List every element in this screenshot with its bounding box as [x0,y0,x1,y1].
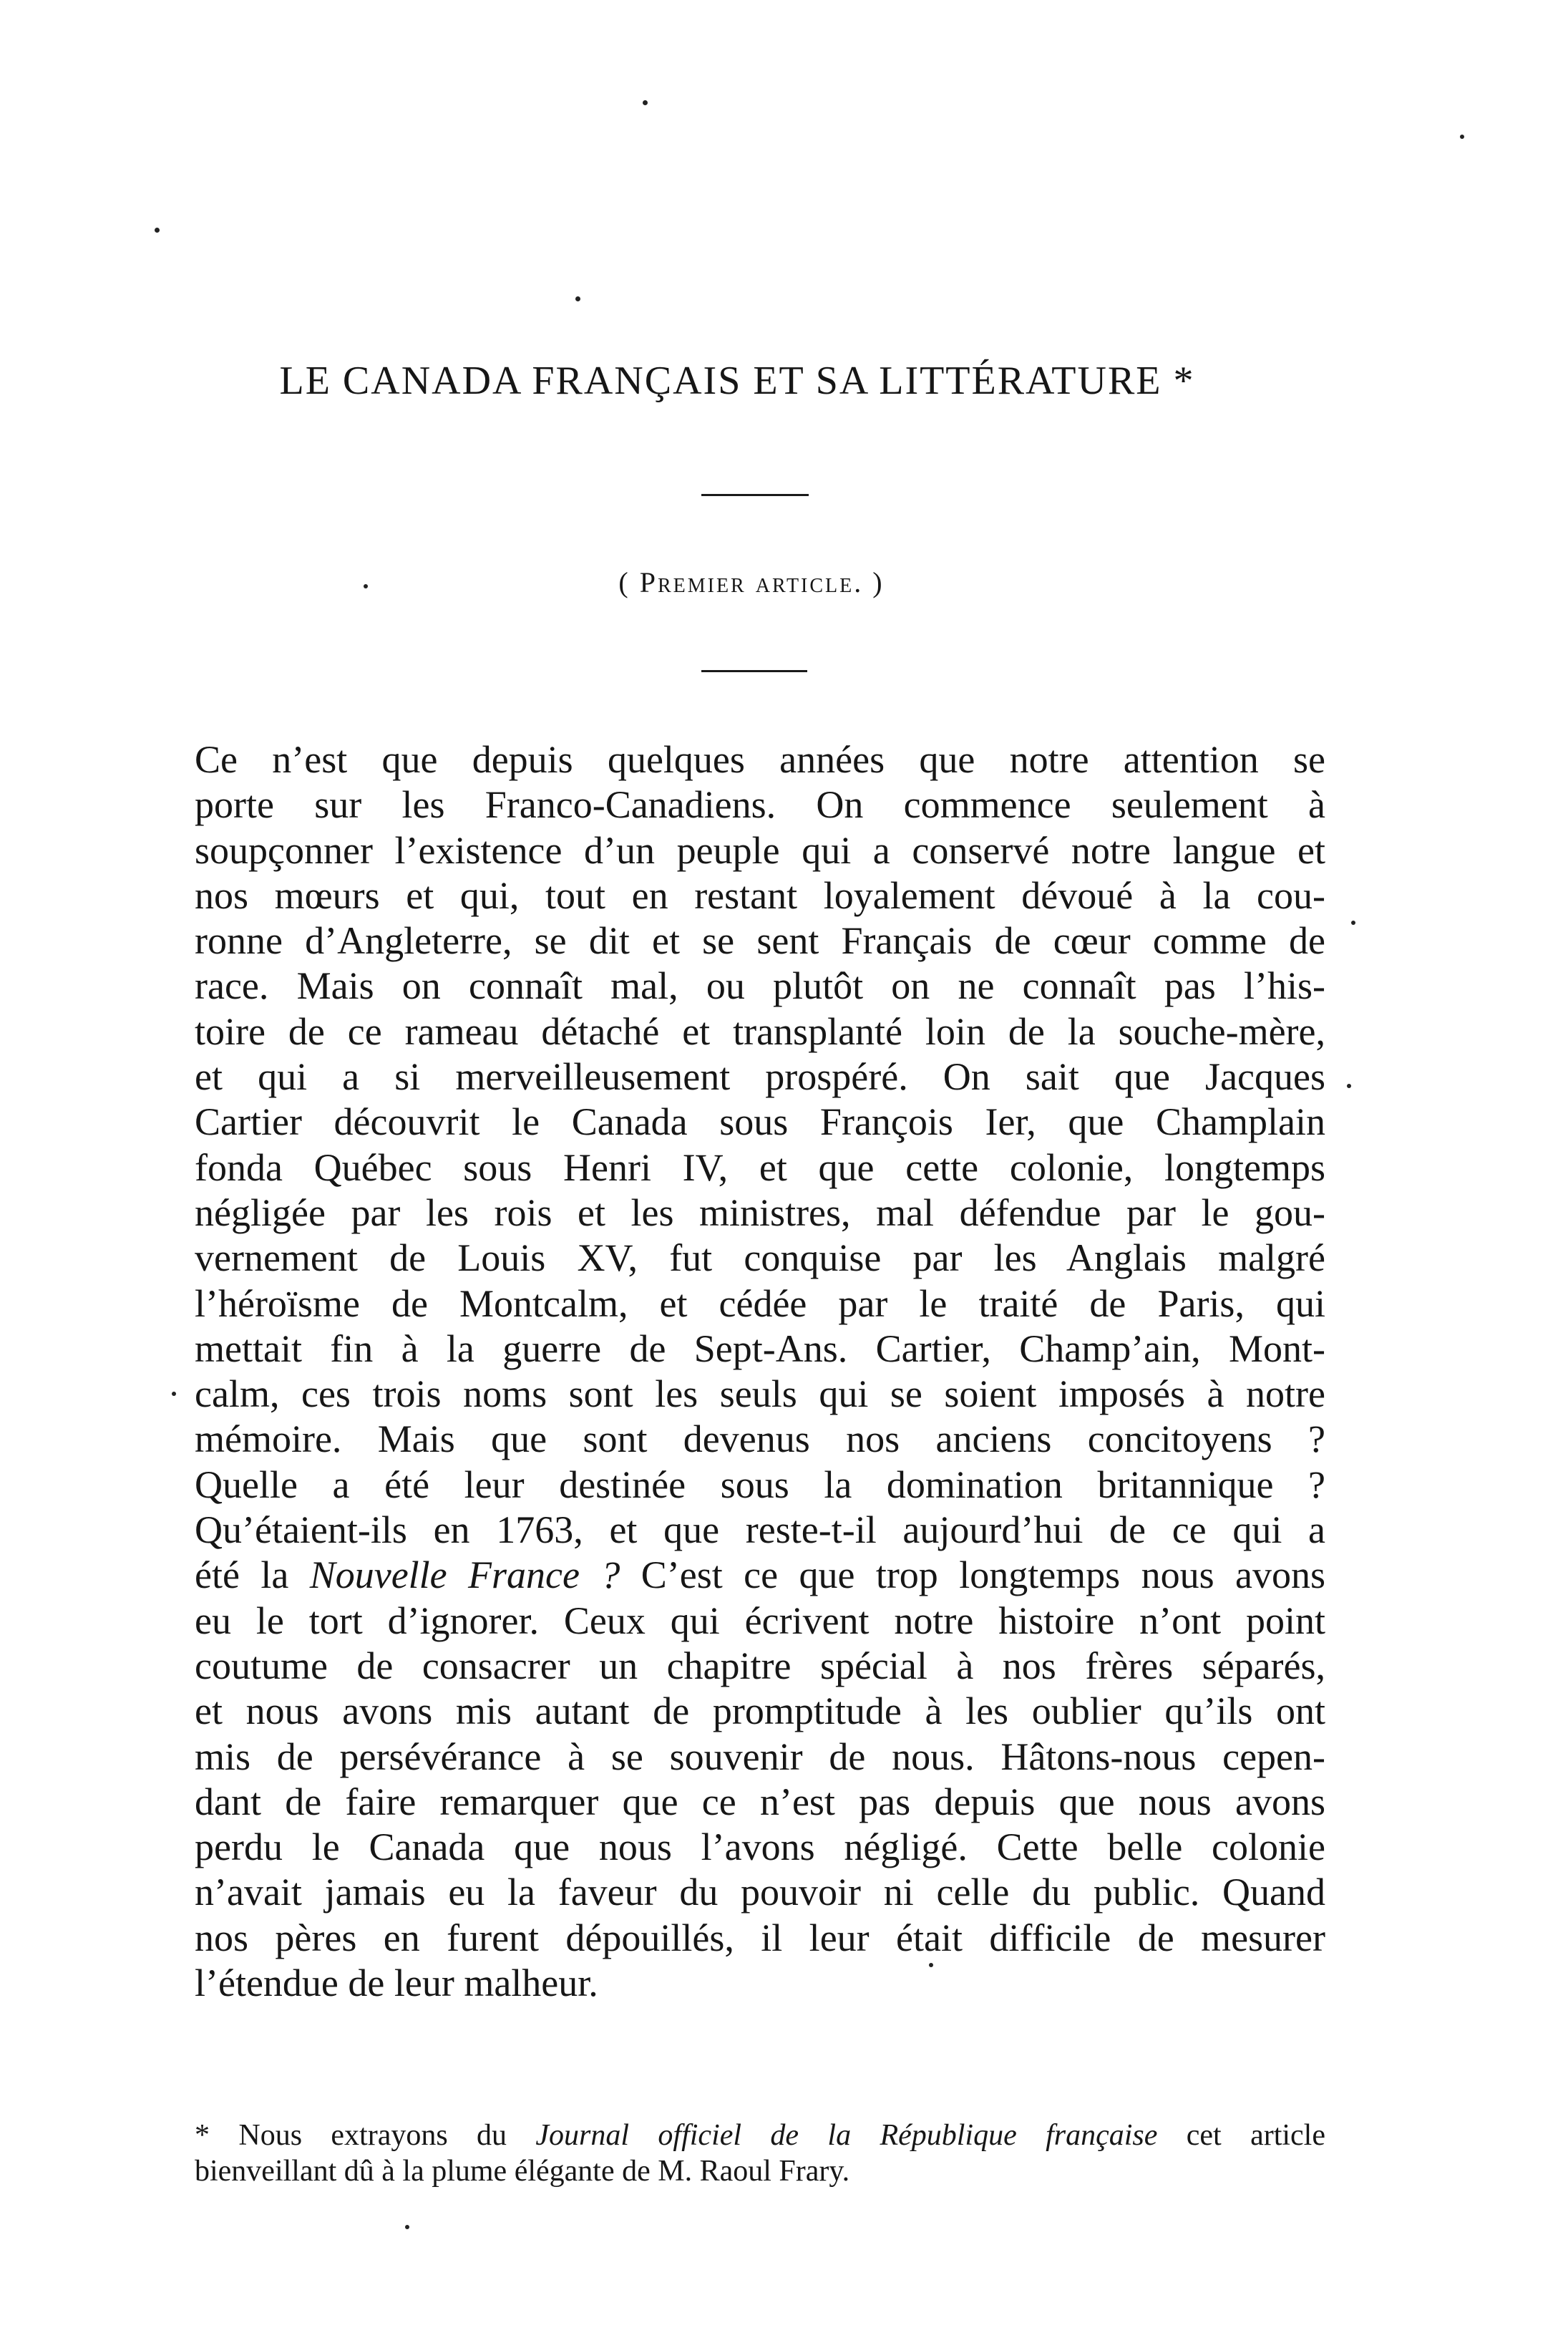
scan-speck [1351,921,1355,925]
title-rule-top [701,494,809,496]
article-title: LE CANADA FRANÇAIS ET SA LITTÉRATURE * [279,359,1195,403]
italic-title: Nouvelle France ? [309,1553,620,1597]
scan-speck [1347,1084,1351,1088]
text-line: race. Mais on connaît mal, ou plutôt on ne connaît pas l’his- [195,964,1325,1008]
scan-speck [643,100,648,105]
text-line: mis de persévérance à se souvenir de nous. Hâtons-nous cepen- [195,1735,1325,1778]
text-line: dant de faire remarquer que ce n’est pas depuis que nous avons [195,1780,1325,1823]
text-line-nouvelle-france [195,1553,1325,1598]
scan-speck [929,1963,933,1967]
scan-speck [364,584,368,588]
text-line: toire de ce rameau détaché et transplanté loin de la souche-mère, [195,1009,1325,1053]
text-line: calm, ces trois noms sont les seuls qui se soient imposés à notre [195,1372,1325,1416]
footnote-text: Nous extrayons du [210,2119,536,2152]
text-line: Quelle a été leur destinée sous la domination britannique ? [195,1463,1325,1506]
text-line: Cartier découvrit le Canada sous François Ier, que Champlain [195,1100,1325,1144]
text-line: soupçonner l’existence d’un peuple qui a conservé notre langue et [195,828,1325,872]
text-segment: C’est ce que trop longtemps nous avons [620,1553,1325,1597]
text-line: mettait fin à la guerre de Sept-Ans. Cartier, Champ’ain, Mont- [195,1326,1325,1370]
footnote [195,2118,1325,2189]
text-line: nos mœurs et qui, tout en restant loyalement dévoué à la cou- [195,873,1325,917]
scan-speck [405,2225,409,2229]
scan-speck [1460,135,1464,139]
text-line: nos pères en furent dépouillés, il leur était difficile de mesurer [195,1916,1325,1959]
footnote-line: bienveillant dû à la plume élégante de M. Raoul Frary. [195,2155,850,2188]
text-line: Qu’étaient-ils en 1763, et que reste-t-il aujourd’hui de ce qui a [195,1508,1325,1552]
text-line: et qui a si merveilleusement prospéré. On sait que Jacques [195,1055,1325,1099]
text-line: négligée par les rois et les ministres, mal défendue par le gou- [195,1190,1325,1234]
text-line: mémoire. Mais que sont devenus nos anciens concitoyens ? [195,1417,1325,1461]
scan-speck [155,228,160,233]
text-line: Ce n’est que depuis quelques années que notre attention se [195,738,1325,781]
text-line: n’avait jamais eu la faveur du pouvoir ni celle du public. Quand [195,1871,1325,1914]
footnote-marker: * [195,2119,210,2152]
text-line: coutume de consacrer un chapitre spécial à nos frères séparés, [195,1644,1325,1687]
text-line: vernement de Louis XV, fut conquise par les Anglais malgré [195,1236,1325,1280]
footnote-journal-title: Journal officiel de la République française [535,2119,1158,2152]
footnote-line [195,2118,1325,2153]
body-paragraph [195,737,1325,2006]
text-segment: été la [195,1553,310,1597]
article-subtitle [501,566,1002,599]
text-line: ronne d’Angleterre, se dit et se sent Français de cœur comme de [195,919,1325,963]
text-line-last: l’étendue de leur malheur. [195,1961,598,2005]
text-line: porte sur les Franco-Canadiens. On commence seulement à [195,783,1325,827]
scan-speck [575,296,580,301]
text-line: fonda Québec sous Henri IV, et que cette colonie, longtemps [195,1145,1325,1189]
footnote-text: cet article [1157,2119,1325,2152]
text-line: l’héroïsme de Montcalm, et cédée par le traité de Paris, qui [195,1281,1325,1325]
subtitle-text: ( Premier article. ) [618,566,885,598]
text-line: et nous avons mis autant de promptitude à les oublier qu’ils ont [195,1689,1325,1733]
text-line: perdu le Canada que nous l’avons négligé. Cette belle colonie [195,1825,1325,1869]
title-rule-bottom [701,670,807,672]
scan-speck [172,1392,176,1396]
text-line: eu le tort d’ignorer. Ceux qui écrivent notre histoire n’ont point [195,1599,1325,1642]
